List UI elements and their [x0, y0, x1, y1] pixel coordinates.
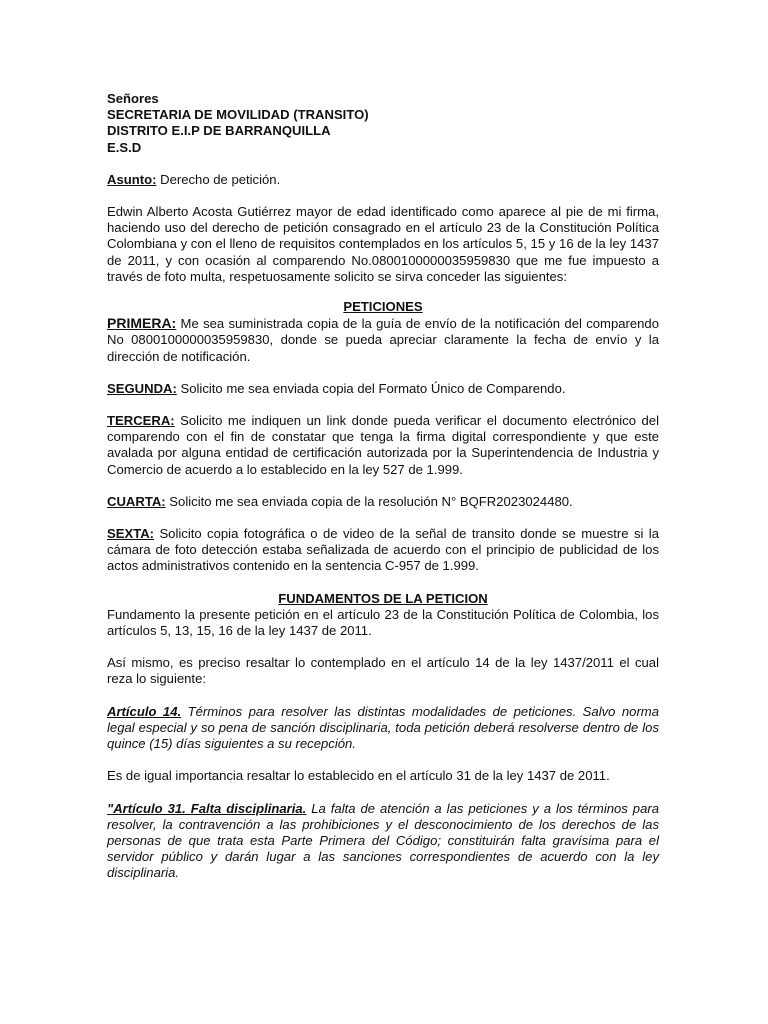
fundamentos-title: FUNDAMENTOS DE LA PETICION — [278, 590, 488, 606]
cuarta-label: CUARTA: — [107, 493, 166, 509]
quote-articulo-14 — [107, 704, 659, 753]
tercera-label: TERCERA: — [107, 413, 175, 429]
primera-label: PRIMERA: — [107, 315, 177, 332]
spacer — [107, 575, 659, 591]
peticion-cuarta — [107, 494, 659, 510]
spacer — [107, 785, 659, 801]
asunto-text: Derecho de petición. — [156, 171, 281, 187]
quote-articulo-31 — [107, 801, 659, 882]
segunda-text: Solicito me sea enviada copia del Formato Único de Comparendo. — [176, 380, 566, 396]
spacer — [107, 478, 659, 494]
peticion-primera — [107, 315, 659, 365]
sexta-text: Solicito copia fotográfica o de video de la señal de transito donde se muestre si la cámara de foto detección estaba señalizada de acuerdo con el principio de publicidad de los actos administrativos contenido en la sentencia C-957 de 1.999. — [107, 526, 659, 574]
quote-articulo-31-label: "Artículo 31. Falta disciplinaria. — [107, 800, 307, 816]
primera-text: Me sea suministrada copia de la guía de envío de la notificación del comparendo No 0800100000035959830, donde se pueda apreciar claramente la fecha de envío y la dirección de notificación. — [107, 316, 659, 364]
peticion-segunda — [107, 381, 659, 397]
segunda-label: SEGUNDA: — [107, 380, 177, 396]
spacer — [107, 156, 659, 172]
spacer — [107, 752, 659, 768]
fundamentos-paragraph: Fundamento la presente petición en el artículo 23 de la Constitución Política de Colombia, los artículos 5, 13, 15, 16 de la ley 1437 de 2011. — [107, 606, 659, 639]
recipient-distrito: DISTRITO E.I.P DE BARRANQUILLA — [107, 123, 331, 139]
peticion-sexta — [107, 526, 659, 575]
asi-mismo-paragraph: Así mismo, es preciso resaltar lo contemplado en el artículo 14 de la ley 1437/2011 el cual reza lo siguiente: — [107, 655, 659, 687]
asunto-label: Asunto: — [107, 171, 157, 187]
igual-paragraph: Es de igual importancia resaltar lo establecido en el artículo 31 de la ley 1437 de 2011. — [107, 768, 610, 784]
spacer — [107, 639, 659, 655]
spacer — [107, 285, 659, 299]
intro-paragraph: Edwin Alberto Acosta Gutiérrez mayor de edad identificado como aparece al pie de mi firma, haciendo uso del derecho de petición consagrado en el artículo 23 de la Constitución Política Colombiana y con el lleno de requisitos contemplados en los artículos 5, 15 y 16 de la ley 1437 de 2011, y con ocasión al comparendo No.0800100000035959830 que me fue impuesto a través de foto multa, respetuosamente solicito se sirva conceder las siguientes: — [107, 204, 659, 284]
recipient-esd: E.S.D — [107, 139, 142, 155]
salutation: Señores — [107, 91, 159, 106]
spacer — [107, 688, 659, 704]
quote-articulo-14-text: Términos para resolver las distintas modalidades de peticiones. Salvo norma legal especial y so pena de sanción disciplinaria, toda petición deberá resolverse dentro de los quince (15) días siguientes a su recepción. — [107, 703, 659, 752]
spacer — [107, 188, 659, 204]
cuarta-text: Solicito me sea enviada copia de la resolución N° BQFR2023024480. — [165, 493, 573, 509]
recipient-secretaria: SECRETARIA DE MOVILIDAD (TRANSITO) — [107, 107, 369, 123]
tercera-text: Solicito me indiquen un link donde pueda verificar el documento electrónico del comparendo con el fin de constatar que tenga la firma digital correspondiente y que este avalada por alguna entidad de certificación autorizada por la Superintendencia de Industria y Comercio de acuerdo a lo establecido en la ley 527 de 1.999. — [107, 413, 659, 477]
peticiones-title: PETICIONES — [343, 299, 423, 315]
sexta-label: SEXTA: — [107, 526, 155, 542]
peticion-tercera — [107, 413, 659, 478]
spacer — [107, 365, 659, 381]
quote-articulo-14-label: Artículo 14. — [107, 703, 182, 719]
asunto-line — [107, 172, 659, 188]
quote-articulo-31-text: La falta de atención a las peticiones y a los términos para resolver, la contravención a las prohibiciones y el desconocimiento de los derechos de las personas de que trata esta Parte Primera del Código; constituirán falta gravísima para el servidor público y darán lugar a las sanciones correspondientes de acuerdo con la ley disciplinaria. — [107, 800, 660, 881]
letter-body — [107, 91, 659, 882]
spacer — [107, 510, 659, 526]
spacer — [107, 397, 659, 413]
